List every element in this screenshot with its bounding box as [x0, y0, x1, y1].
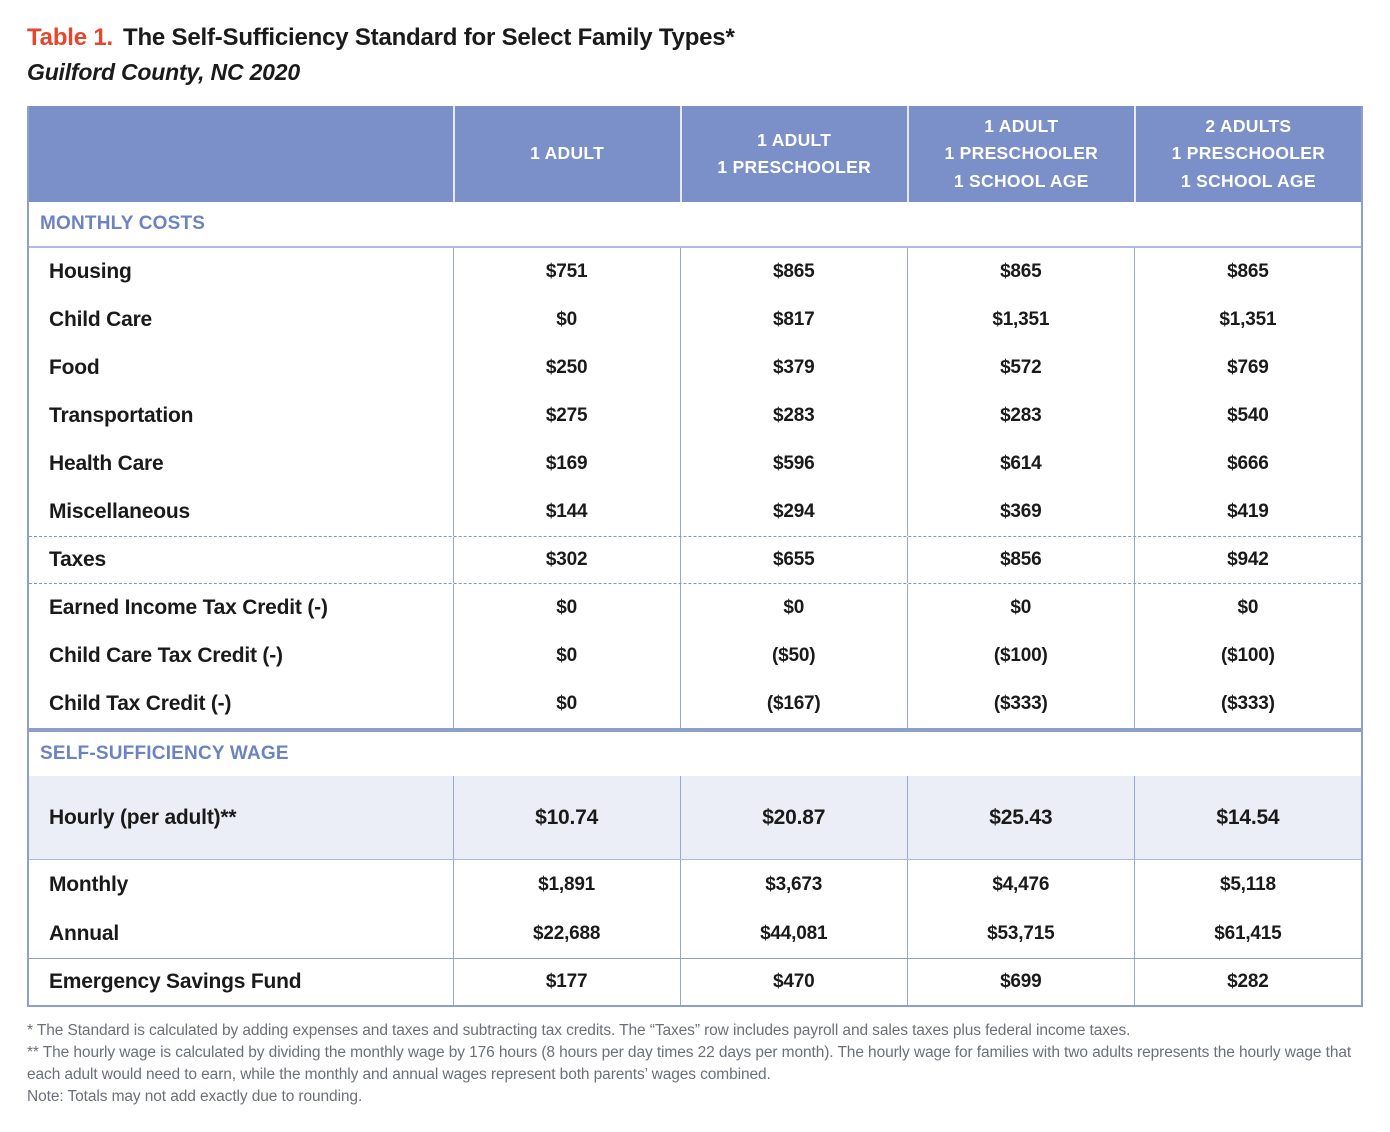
- row-label: Child Care: [49, 308, 153, 331]
- monthly-annual-block: [29, 860, 1361, 959]
- row-value: $942: [1134, 537, 1361, 583]
- row-value: $699: [907, 959, 1134, 1005]
- table-number-label: Table 1.: [27, 24, 113, 51]
- table-subtitle: Guilford County, NC 2020: [27, 59, 300, 85]
- row-value: $25.43: [907, 776, 1134, 859]
- header-col-1-adult: [453, 106, 680, 202]
- table-row-transportation: [29, 392, 1361, 440]
- row-value: $666: [1134, 440, 1361, 488]
- row-value: $14.54: [1134, 776, 1361, 859]
- row-value: $596: [680, 440, 907, 488]
- header-line: 1 SCHOOL AGE: [953, 170, 1089, 191]
- row-value: $0: [453, 584, 680, 632]
- row-value: ($167): [680, 680, 907, 728]
- table-row-housing: [29, 248, 1361, 296]
- table-row-earned-income-tax-credit: [29, 584, 1361, 632]
- row-value: $20.87: [680, 776, 907, 859]
- row-value: $0: [453, 296, 680, 344]
- footnotes: [27, 1020, 1363, 1108]
- header-col-2-adults-1-preschooler-1-schoolage: [1134, 106, 1361, 202]
- row-value: $1,351: [907, 296, 1134, 344]
- section-title: SELF-SUFFICIENCY WAGE: [40, 743, 289, 764]
- row-value: $1,891: [453, 860, 680, 909]
- row-value: $470: [680, 959, 907, 1005]
- table-row-taxes: [29, 536, 1361, 584]
- row-value: $540: [1134, 392, 1361, 440]
- row-label: Emergency Savings Fund: [49, 970, 302, 993]
- row-value: $61,415: [1134, 909, 1361, 958]
- row-value: $856: [907, 537, 1134, 583]
- row-value: $44,081: [680, 909, 907, 958]
- row-value: $294: [680, 488, 907, 536]
- row-value: $275: [453, 392, 680, 440]
- row-value: $0: [907, 584, 1134, 632]
- row-value: $419: [1134, 488, 1361, 536]
- table-row-child-tax-credit: [29, 680, 1361, 728]
- row-value: $177: [453, 959, 680, 1005]
- row-value: $1,351: [1134, 296, 1361, 344]
- row-label: Child Care Tax Credit (-): [49, 644, 283, 667]
- footnote-rounding: Note: Totals may not add exactly due to rounding.: [27, 1088, 363, 1105]
- row-value: $572: [907, 344, 1134, 392]
- header-col-1-adult-1-preschooler: [680, 106, 907, 202]
- row-value: ($50): [680, 632, 907, 680]
- row-value: ($100): [907, 632, 1134, 680]
- table-row-monthly: [29, 860, 1361, 909]
- row-value: $865: [907, 248, 1134, 296]
- row-value: $5,118: [1134, 860, 1361, 909]
- row-value: $302: [453, 537, 680, 583]
- row-label: Monthly: [49, 872, 129, 896]
- row-value: $0: [453, 680, 680, 728]
- row-value: $144: [453, 488, 680, 536]
- row-value: $283: [907, 392, 1134, 440]
- table-row-annual: [29, 909, 1361, 958]
- row-label: Child Tax Credit (-): [49, 692, 232, 715]
- row-value: $769: [1134, 344, 1361, 392]
- row-value: $865: [1134, 248, 1361, 296]
- row-value: $3,673: [680, 860, 907, 909]
- row-label: Annual: [49, 921, 119, 945]
- row-label: Transportation: [49, 404, 194, 427]
- row-value: $4,476: [907, 860, 1134, 909]
- header-col-1-adult-1-preschooler-1-schoolage: [907, 106, 1134, 202]
- row-label: Earned Income Tax Credit (-): [49, 596, 328, 619]
- row-value: ($100): [1134, 632, 1361, 680]
- row-value: $379: [680, 344, 907, 392]
- row-value: $865: [680, 248, 907, 296]
- table-title: [27, 24, 1363, 52]
- table-row-miscellaneous: [29, 488, 1361, 536]
- header-line: 1 PRESCHOOLER: [944, 143, 1099, 164]
- table-row-emergency-savings-fund: [29, 959, 1361, 1007]
- row-value: $22,688: [453, 909, 680, 958]
- monthly-costs-block: [29, 248, 1361, 730]
- section-monthly-costs: [29, 202, 1361, 248]
- table-row-hourly-per-adult: [29, 776, 1361, 860]
- header-line: 1 PRESCHOOLER: [1171, 143, 1326, 164]
- row-label: Food: [49, 356, 100, 379]
- row-label: Health Care: [49, 452, 164, 475]
- header-line: 1 ADULT: [530, 143, 605, 164]
- row-value: $169: [453, 440, 680, 488]
- header-empty-cell: [29, 106, 453, 202]
- row-value: $10.74: [453, 776, 680, 859]
- row-value: $751: [453, 248, 680, 296]
- table-row-health-care: [29, 440, 1361, 488]
- header-line: 1 PRESCHOOLER: [717, 157, 872, 177]
- row-label: Hourly (per adult)**: [49, 805, 237, 829]
- row-value: ($333): [907, 680, 1134, 728]
- table-row-child-care: [29, 296, 1361, 344]
- self-sufficiency-table: [27, 106, 1363, 1007]
- row-value: ($333): [1134, 680, 1361, 728]
- header-line: 2 ADULTS: [1205, 116, 1292, 137]
- row-label: Housing: [49, 260, 132, 283]
- row-value: $655: [680, 537, 907, 583]
- row-value: $0: [680, 584, 907, 632]
- row-value: $0: [1134, 584, 1361, 632]
- header-line: 1 ADULT: [984, 116, 1059, 137]
- table-heading: The Self-Sufficiency Standard for Select Family Types*: [123, 24, 735, 51]
- section-self-sufficiency-wage: [29, 730, 1361, 776]
- header-line: 1 ADULT: [757, 129, 832, 150]
- row-value: $369: [907, 488, 1134, 536]
- footnote-standard: * The Standard is calculated by adding expenses and taxes and subtracting tax credits. The “Taxes” row includes payroll and sales taxes plus federal income taxes.: [27, 1022, 1131, 1039]
- table-header-row: [29, 106, 1361, 202]
- row-value: $283: [680, 392, 907, 440]
- table-row-food: [29, 344, 1361, 392]
- footnote-hourly-wage: ** The hourly wage is calculated by dividing the monthly wage by 176 hours (8 hours per day times 22 days per month). The hourly wage for families with two adults represents the hourly wage that each adult would need to earn, while the monthly and annual wages represent both parents’ wages combined.: [27, 1044, 1352, 1083]
- row-value: $817: [680, 296, 907, 344]
- row-value: $53,715: [907, 909, 1134, 958]
- row-value: $0: [453, 632, 680, 680]
- section-title: MONTHLY COSTS: [40, 213, 206, 234]
- row-value: $614: [907, 440, 1134, 488]
- header-line: 1 SCHOOL AGE: [1180, 170, 1316, 191]
- row-value: $250: [453, 344, 680, 392]
- row-value: $282: [1134, 959, 1361, 1005]
- row-label: Taxes: [49, 548, 106, 571]
- table-row-child-care-tax-credit: [29, 632, 1361, 680]
- row-label: Miscellaneous: [49, 500, 190, 523]
